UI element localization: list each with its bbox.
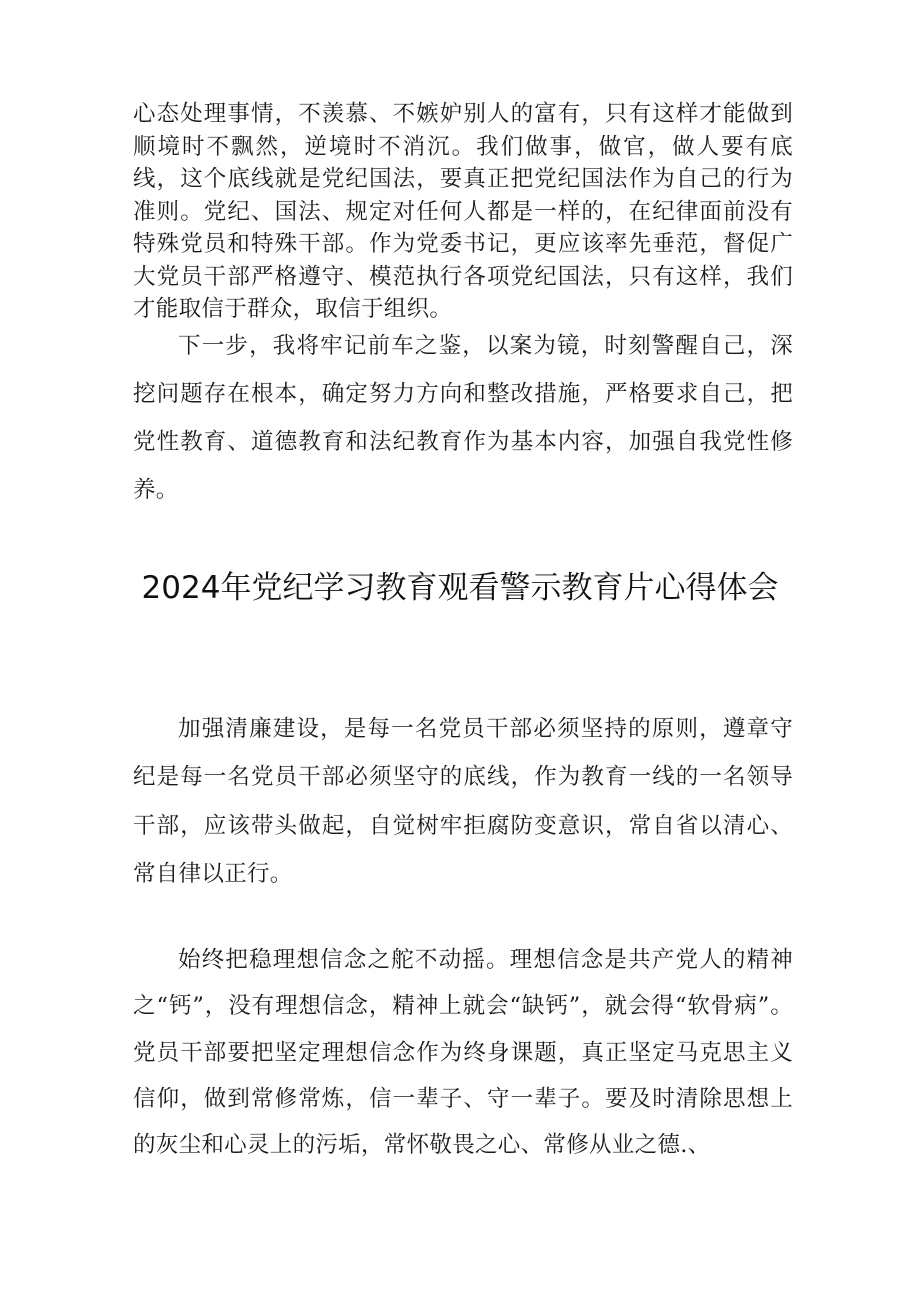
paragraph-next-step: 下一步，我将牢记前车之鉴，以案为镜，时刻警醒自己，深挖问题存在根本，确定努力方向和整改措施，严格要求自己，把党性教育、道德教育和法纪教育作为基本内容，加强自我党性修养。 [133, 333, 793, 503]
article-title: 2024年党纪学习教育观看警示教育片心得体会 [141, 570, 779, 606]
paragraph-integrity: 加强清廉建设，是每一名党员干部必须坚持的原则，遵章守纪是每一名党员干部必须坚守的底线，作为教育一线的一名领导干部，应该带头做起，自觉树牢拒腐防变意识，常自省以清心、常自律以正行。 [133, 716, 793, 887]
paragraph-ideals-beliefs: 始终把稳理想信念之舵不动摇。理想信念是共产党人的精神之“钙”，没有理想信念，精神上就会“缺钙”，就会得“软骨病”。党员干部要把坚定理想信念作为终身课题，真正坚定马克思主义信仰，做到常修常炼，信一辈子、守一辈子。要及时清除思想上的灰尘和心灵上的污垢，常怀敬畏之心、常修从业之德.、 [133, 947, 793, 1159]
paragraph-continuation: 心态处理事情，不羡慕、不嫉妒别人的富有，只有这样才能做到顺境时不飘然，逆境时不消沉。我们做事，做官，做人要有底线，这个底线就是党纪国法，要真正把党纪国法作为自己的行为准则。党纪、国法、规定对任何人都是一样的，在纪律面前没有特殊党员和特殊干部。作为党委书记，更应该率先垂范，督促广大党员干部严格遵守、模范执行各项党纪国法，只有这样，我们才能取信于群众，取信于组织。 [133, 101, 793, 322]
